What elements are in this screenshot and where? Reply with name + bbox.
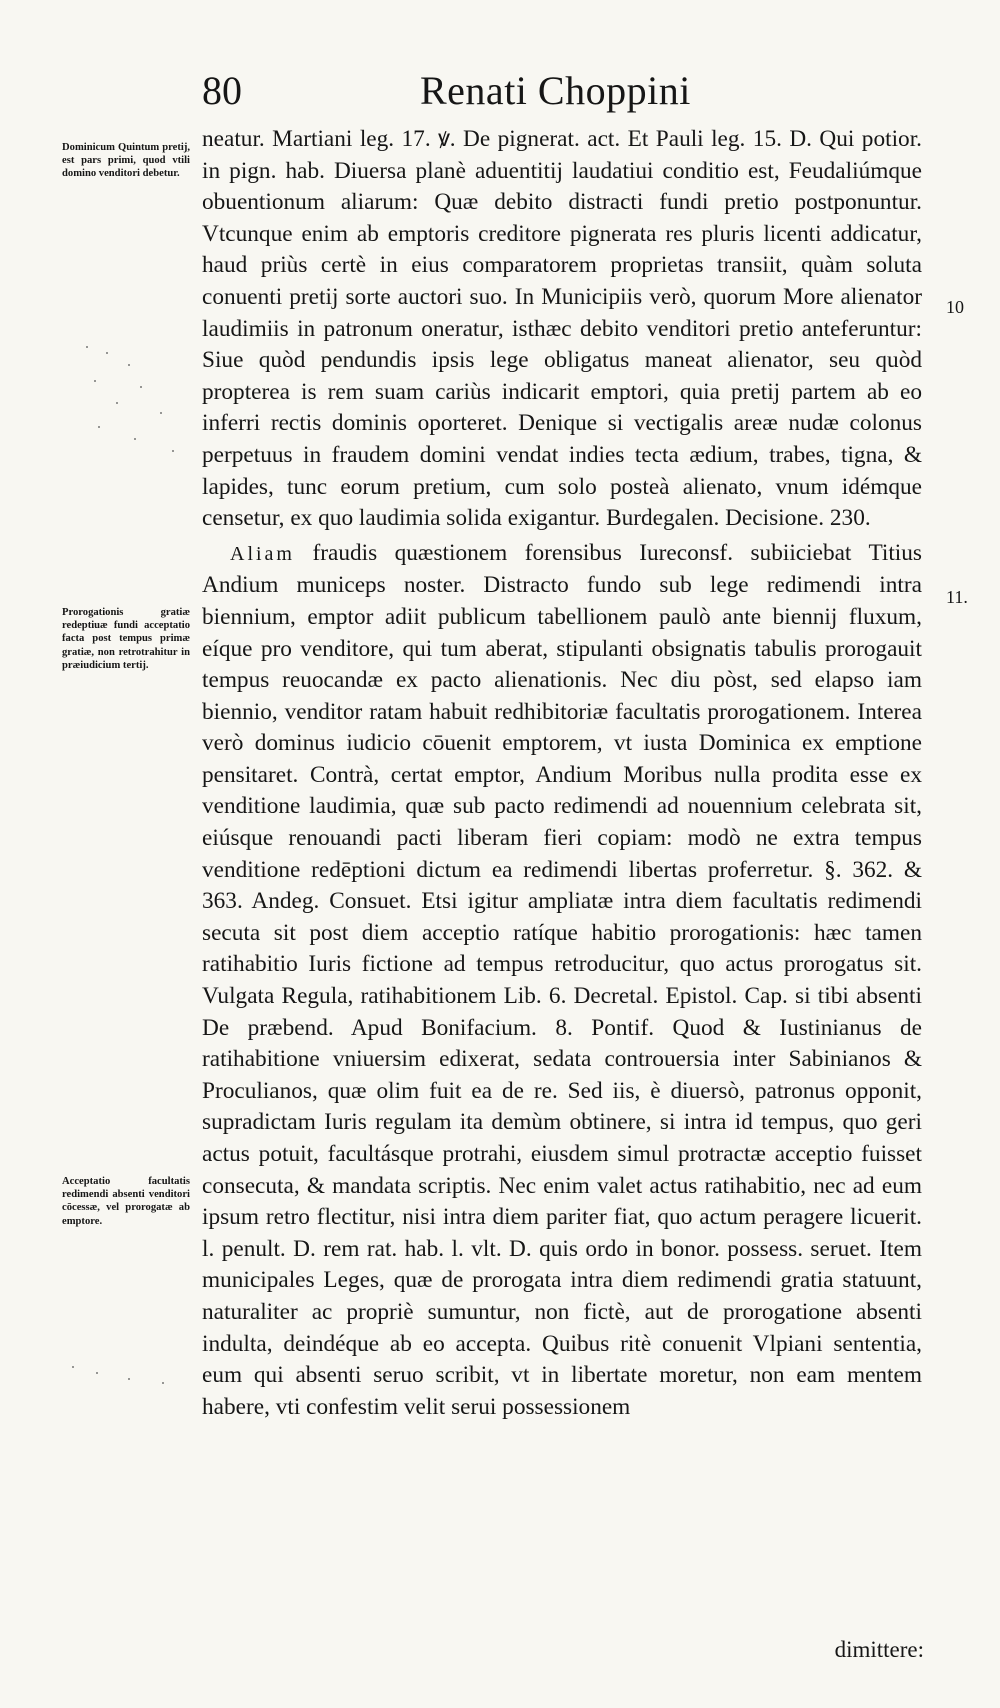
page-number: 80 (202, 68, 242, 113)
paragraph-2-lead: Aliam (230, 542, 295, 565)
running-title: Renati Choppini (420, 68, 691, 113)
ink-specks-decoration (76, 342, 196, 472)
main-text-block (202, 124, 922, 1423)
margin-note-acceptatio: Acceptatio facultatis redimendi absenti venditori cōcessæ, vel prorogatæ ab emptore. (62, 1176, 190, 1227)
catchword: dimittere: (834, 1637, 924, 1662)
right-margin-number-11: 11. (946, 587, 968, 607)
paragraph-2 (202, 538, 922, 1424)
right-margin-number-10: 10 (946, 297, 964, 317)
margin-note-dominicum: Dominicum Quintum pretij, est pars primi, quod vtili domino venditori debetur. (62, 142, 190, 180)
ink-specks-decoration-lower (66, 1360, 186, 1390)
page-header (0, 66, 1000, 116)
paragraph-2-text: fraudis quæstionem forensibus Iureconsf. subiiciebat Titius Andium municeps noster. Distracto fundo sub lege redimendi intra biennium, emptor adiit publicum tabellionem paulò ante biennij fluxum, eíque pro venditore, qui tum aberat, stipulanti obsignatis tabulis prorogauit tempus reuocandæ ex pacto alienationis. Nec diu pòst, sed elapso iam biennio, venditor ratam habuit redhibitoriæ facultatis prorogationem. Interea verò dominus iudicio cōuenit emptorem, vt iusta Dominica ex emptione pensitaret. Contrà, certat emptor, Andium Moribus nulla prodita esse ex venditione laudimia, quæ sub pacto redimendi ad nouennium celebrata sit, eiúsque renouandi pacti liberam fieri copiam: modò ne extra tempus venditione redēptioni dictum ea redimendi libertas proferretur. §. 362. & 363. Andeg. Consuet. Etsi igitur ampliatæ intra diem facultatis redimendi secuta sit post diem acceptio ratíque habitio prorogationis: hæc tamen ratihabitio Iuris fictione ad tempus retroducitur, quo actus prorogatus sit. Vulgata Regula, ratihabitionem Lib. 6. Decretal. Epistol. Cap. si tibi absenti De præbend. Apud Bonifacium. 8. Pontif. Quod & Iustinianus de ratihabitione vniuersim edixerat, sedata controuersia inter Sabinianos & Proculianos, quæ olim fuit ea de re. Sed iis, è diuersò, patronus opponit, supradictam Iuris regulam ita demùm obtinere, si intra id tempus, quo geri actus potuit, facultásque protrahi, eiusdem simul protractæ acceptio fuisset consecuta, & mandata scriptis. Nec enim valet actus ratihabitio, nec ad eum ipsum retro flectitur, nisi intra diem pariter fiat, quo actum peragere licuerit. l. penult. D. rem rat. hab. l. vlt. D. quis ordo in bonor. possess. seruet. Item municipales Leges, quæ de prorogata intra diem redimendi gratia statuunt, naturaliter ac propriè sumuntur, non fictè, aut de prorogatione absenti indulta, deindéque ab eo accepta. Quibus ritè conuenit Vlpiani sententia, eum qui absenti seruo scribit, vt in libertate moretur, non eam mentem habere, vti confestim velit serui possessionem (202, 539, 922, 1420)
margin-note-prorogationis: Prorogationis gratiæ redeptiuæ fundi acceptatio facta post tempus primæ gratiæ, non retrotrahitur in præiudicium tertij. (62, 607, 190, 671)
paragraph-1: neatur. Martiani leg. 17. ꝟ. De pignerat. act. Et Pauli leg. 15. D. Qui potior. in pign. hab. Diuersa planè aduentitij laudatiui conditio est, Feudaliúmque obuentionum aliarum: Quæ debito distracti fundi pretio postponuntur. Vtcunque enim ab emptoris creditore pignerata res pluris licenti addicatur, haud priùs certè in eius comparatorem proprietas transiit, quàm soluta conuenti pretij sorte auctori suo. In Municipiis verò, quorum More alienator laudimiis in patronum oneratur, isthæc debito venditori pretio anteferuntur: Siue quòd pendundis ipsis lege obligatus maneat alienator, seu quòd propterea is rem suam cariùs indicarit emptori, quia pretij partem ab eo inferri rectis dominis oporteret. Denique si vectigalis areæ nudæ colonus perpetuus in fraudem domini vendat indies tecta ædium, trabes, tigna, & lapides, tunc eorum pretium, cum solo posteà alienato, vnum idémque censetur, ex quo laudimia solida exigantur. Burdegalen. Decisione. 230. (202, 126, 922, 532)
